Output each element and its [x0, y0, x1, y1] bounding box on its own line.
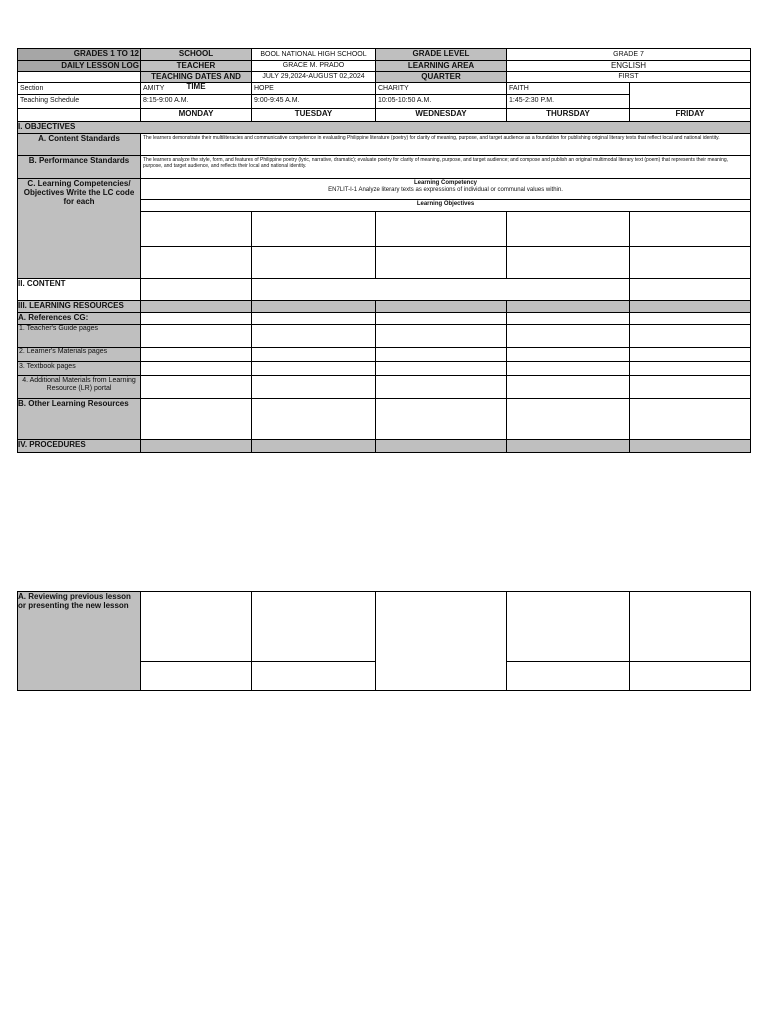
quarter-label: QUARTER — [375, 71, 507, 83]
procedure-cell[interactable] — [629, 661, 751, 691]
content-cell[interactable] — [251, 278, 630, 301]
resource-cell[interactable] — [506, 375, 630, 399]
reviewing-label: A. Reviewing previous lesson or presenting the new lesson — [17, 591, 141, 691]
performance-standards-text: The learners analyze the style, form, and features of Philippine poetry (lyric, narrative, dramatic); evaluate poetry for clarity of meaning, purpose, and target audience; and compose and publish an original multimodal literary text (poem) that represents their meaning, purpose, and target audience, and reflects their local and national identity. — [140, 155, 751, 179]
competency-text: EN7LIT-I-1 Analyze literary texts as expressions of individual or communal values within. — [328, 187, 563, 193]
resource-cell[interactable] — [375, 375, 507, 399]
procedure-cell[interactable] — [251, 591, 376, 662]
resource-cell[interactable] — [506, 398, 630, 440]
dates-value: JULY 29,2024-AUGUST 02,2024 — [251, 71, 376, 83]
resource-cell[interactable] — [629, 398, 751, 440]
procedure-cell[interactable] — [140, 591, 252, 662]
textbook-label: 3. Textbook pages — [17, 361, 141, 376]
teacher-value: GRACE M. PRADO — [251, 60, 376, 72]
resource-cell[interactable] — [506, 347, 630, 362]
resource-cell[interactable] — [251, 398, 376, 440]
resource-cell[interactable] — [251, 375, 376, 399]
day-wednesday: WEDNESDAY — [375, 108, 507, 122]
dll-label: DAILY LESSON LOG — [17, 60, 141, 72]
day-tuesday: TUESDAY — [251, 108, 376, 122]
objective-cell[interactable] — [506, 211, 630, 247]
objective-cell[interactable] — [375, 211, 507, 247]
procedures-heading-fill — [506, 439, 630, 453]
section-monday: AMITY — [140, 82, 252, 95]
time-thursday: 1:45-2:30 P.M. — [506, 94, 630, 109]
objective-cell[interactable] — [140, 246, 252, 279]
resource-cell[interactable] — [251, 324, 376, 348]
procedure-underline — [140, 690, 252, 692]
procedures-heading: IV. PROCEDURES — [17, 439, 141, 453]
resource-cell[interactable] — [629, 347, 751, 362]
time-monday: 8:15-9:00 A.M. — [140, 94, 252, 109]
resources-heading: III. LEARNING RESOURCES — [17, 300, 141, 313]
learners-materials-label: 2. Learner's Materials pages — [17, 347, 141, 362]
resource-cell[interactable] — [375, 347, 507, 362]
content-standards-label: A. Content Standards — [17, 133, 141, 156]
procedures-heading-fill — [375, 439, 507, 453]
dates-label: TEACHING DATES AND TIME — [140, 71, 252, 83]
objective-cell[interactable] — [375, 246, 507, 279]
days-blank-cell — [17, 108, 141, 122]
resource-cell[interactable] — [140, 398, 252, 440]
competency-heading: Learning Competency — [413, 180, 477, 186]
time-tuesday: 9:00-9:45 A.M. — [251, 94, 376, 109]
resource-cell[interactable] — [506, 361, 630, 376]
objectives-heading: I. OBJECTIVES — [17, 121, 751, 134]
objective-cell[interactable] — [251, 246, 376, 279]
content-heading: II. CONTENT — [17, 278, 141, 301]
learning-objectives-heading: Learning Objectives — [140, 199, 751, 212]
resource-cell[interactable] — [140, 347, 252, 362]
resource-cell[interactable] — [251, 347, 376, 362]
school-label: SCHOOL — [140, 48, 252, 61]
content-cell[interactable] — [140, 278, 252, 301]
performance-standards-label: B. Performance Standards — [17, 155, 141, 179]
resource-cell[interactable] — [506, 324, 630, 348]
teacher-label: TEACHER — [140, 60, 252, 72]
resource-cell[interactable] — [375, 398, 507, 440]
references-label: A. References CG: — [17, 312, 141, 325]
objective-cell[interactable] — [506, 246, 630, 279]
procedures-heading-fill — [629, 439, 751, 453]
learning-area-value: ENGLISH — [506, 60, 751, 72]
grades-label: GRADES 1 TO 12 — [17, 48, 141, 61]
day-thursday: THURSDAY — [506, 108, 630, 122]
objective-cell[interactable] — [629, 246, 751, 279]
friday-top-blank — [629, 82, 751, 109]
resource-cell[interactable] — [140, 375, 252, 399]
time-wednesday: 10:05-10:50 A.M. — [375, 94, 507, 109]
procedure-cell[interactable] — [251, 661, 376, 691]
objective-cell[interactable] — [629, 211, 751, 247]
resource-cell[interactable] — [629, 324, 751, 348]
resource-cell[interactable] — [375, 361, 507, 376]
resource-cell[interactable] — [629, 375, 751, 399]
procedure-cell[interactable] — [375, 591, 507, 691]
learning-area-label: LEARNING AREA — [375, 60, 507, 72]
content-standards-text: The learners demonstrate their multiliteracies and communicative competence in evaluating Philippine literature (poetry) for clarity of meaning, purpose, and target audience as a foundation for publishing original literary texts that reflect local and national identity. — [140, 133, 751, 156]
resource-cell[interactable] — [140, 324, 252, 348]
teachers-guide-label: 1. Teacher's Guide pages — [17, 324, 141, 348]
procedure-cell[interactable] — [506, 661, 630, 691]
content-cell[interactable] — [629, 278, 751, 301]
resource-cell[interactable] — [629, 361, 751, 376]
grade-level-label: GRADE LEVEL — [375, 48, 507, 61]
resource-cell[interactable] — [375, 324, 507, 348]
objective-cell[interactable] — [251, 211, 376, 247]
competencies-label: C. Learning Competencies/ Objectives Write the LC code for each — [17, 178, 141, 279]
school-value: BOOL NATIONAL HIGH SCHOOL — [251, 48, 376, 61]
resource-cell[interactable] — [251, 361, 376, 376]
procedure-cell[interactable] — [629, 591, 751, 662]
other-resources-label: B. Other Learning Resources — [17, 398, 141, 440]
section-thursday: FAITH — [506, 82, 630, 95]
day-monday: MONDAY — [140, 108, 252, 122]
procedure-cell[interactable] — [506, 591, 630, 662]
procedures-heading-fill — [251, 439, 376, 453]
grade-level-value: GRADE 7 — [506, 48, 751, 61]
day-friday: FRIDAY — [629, 108, 751, 122]
competency-block — [140, 178, 751, 200]
quarter-value: FIRST — [506, 71, 751, 83]
section-wednesday: CHARITY — [375, 82, 507, 95]
section-tuesday: HOPE — [251, 82, 376, 95]
objective-cell[interactable] — [140, 211, 252, 247]
section-label: Section — [17, 82, 141, 95]
teaching-schedule-label: Teaching Schedule — [17, 94, 141, 109]
procedures-heading-fill — [140, 439, 252, 453]
procedure-cell[interactable] — [140, 661, 252, 691]
resource-cell[interactable] — [140, 361, 252, 376]
additional-materials-label: 4. Additional Materials from Learning Resource (LR) portal — [17, 375, 141, 399]
